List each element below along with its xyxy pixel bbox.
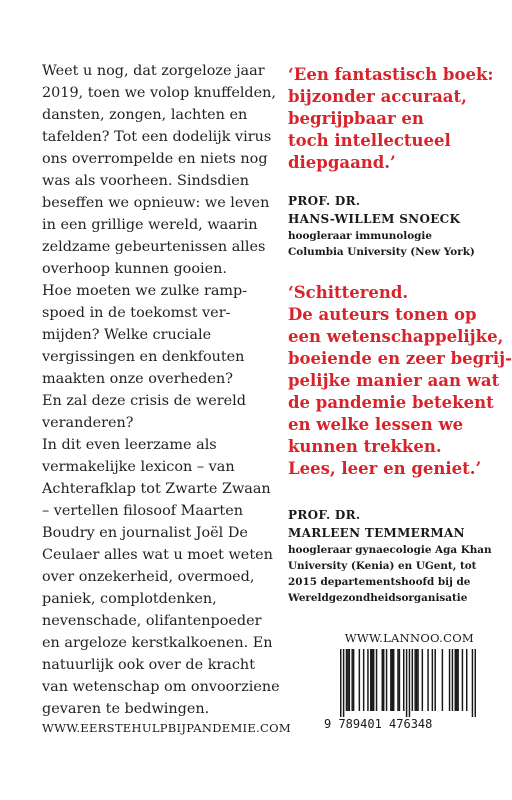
barcode-bar (397, 649, 398, 711)
barcode-bar (370, 649, 371, 711)
blurb-line: en argeloze kerstkalkoenen. En (42, 635, 273, 651)
reviewer-2-attribution (288, 506, 492, 606)
barcode-bar (434, 649, 435, 711)
quote-line: de pandemie betekent (288, 393, 494, 412)
barcode-bar (416, 649, 417, 711)
barcode-bar (475, 649, 476, 717)
barcode-bar (456, 649, 457, 711)
quote-line: diepgaand.’ (288, 153, 396, 172)
blurb-line: dansten, zongen, lachten en (42, 107, 248, 123)
blurb-line: overhoop kunnen gooien. (42, 261, 227, 277)
quote-line: een wetenschappelijke, (288, 327, 504, 346)
barcode-bar (382, 649, 383, 711)
reviewer-name: PROF. DR. (288, 194, 361, 208)
barcode-bar (417, 649, 418, 711)
barcode-bar (367, 649, 368, 711)
review-quote-1 (288, 64, 493, 174)
barcode-bar (386, 649, 387, 711)
reviewer-role: University (Kenia) en UGent, tot (288, 560, 477, 572)
blurb-line: Achterafklap tot Zwarte Zwaan (42, 481, 271, 497)
blurb-line: beseffen we opnieuw: we leven (42, 195, 270, 211)
barcode-bar (403, 649, 404, 711)
barcode-bar (406, 649, 407, 717)
blurb-line: natuurlijk ook over de kracht (42, 657, 255, 673)
barcode-bar (414, 649, 415, 711)
blurb-line: Weet u nog, dat zorgeloze jaar (42, 63, 265, 79)
barcode-bar (452, 649, 453, 711)
blurb-line: zeldzame gebeurtenissen alles (42, 239, 266, 255)
barcode-bar (340, 649, 341, 717)
barcode-graphic (340, 649, 476, 717)
blurb-line: vermakelijke lexicon – van (42, 459, 235, 475)
quote-line: boeiende en zeer begrij- (288, 349, 512, 368)
reviewer-role: Wereldgezondheidsorganisatie (288, 592, 468, 604)
blurb-line: En zal deze crisis de wereld (42, 393, 246, 409)
blurb-line: veranderen? (42, 415, 134, 431)
blurb-line: Boudry en journalist Joël De (42, 525, 248, 541)
barcode-bar (442, 649, 443, 711)
blurb-line: gevaren te bedwingen. (42, 701, 210, 717)
barcode-bar (347, 649, 348, 711)
quote-line: kunnen trekken. (288, 437, 442, 456)
barcode-bar (390, 649, 391, 711)
barcode-bar (349, 649, 350, 711)
blurb-line: tafelden? Tot een dodelijk virus (42, 129, 272, 145)
barcode-bar (455, 649, 456, 711)
barcode-bar (371, 649, 372, 711)
barcode-bar (457, 649, 458, 711)
quote-line: Lees, leer en geniet.’ (288, 459, 482, 478)
blurb-line: maakten onze overheden? (42, 371, 233, 387)
reviewer-name: PROF. DR. (288, 508, 361, 522)
reviewer-1-attribution (288, 192, 475, 260)
blurb-line: in een grillige wereld, waarin (42, 217, 258, 233)
reviewer-name: MARLEEN TEMMERMAN (288, 526, 465, 540)
back-cover-blurb (42, 60, 280, 720)
barcode-bar (449, 649, 450, 711)
barcode-bar (472, 649, 473, 717)
blurb-line: nevenschade, olifantenpoeder (42, 613, 262, 629)
isbn-barcode (340, 649, 476, 717)
blurb-line: van wetenschap om onvoorziene (42, 679, 280, 695)
barcode-bar (412, 649, 413, 711)
blurb-line: spoed in de toekomst ver- (42, 305, 231, 321)
barcode-bar (399, 649, 400, 711)
blurb-line: was als voorheen. Sindsdien (42, 173, 249, 189)
barcode-bar (432, 649, 433, 711)
reviewer-role: Columbia University (New York) (288, 246, 475, 258)
reviewer-role: hoogleraar immunologie (288, 230, 432, 242)
blurb-line: Hoe moeten we zulke ramp- (42, 283, 248, 299)
publisher-website[interactable]: WWW.LANNOO.COM (344, 631, 474, 645)
blurb-line: – vertellen filosoof Maarten (42, 503, 243, 519)
barcode-bar (363, 649, 364, 711)
barcode-bar (422, 649, 423, 711)
book-website[interactable]: WWW.EERSTEHULPBIJPANDEMIE.COM (42, 721, 291, 735)
quote-line: ‘Een fantastisch boek: (288, 65, 494, 84)
quote-line: begrijpbaar en (288, 109, 424, 128)
quote-line: bijzonder accuraat, (288, 87, 467, 106)
barcode-bar (346, 649, 347, 711)
blurb-line: ons overrompelde en niets nog (42, 151, 268, 167)
blurb-line: paniek, complotdenken, (42, 591, 217, 607)
reviewer-role: 2015 departementshoofd bij de (288, 576, 471, 588)
barcode-bar (466, 649, 467, 711)
barcode-bar (409, 649, 410, 717)
review-quote-2 (288, 282, 512, 480)
blurb-line: Ceulaer alles wat u moet weten (42, 547, 273, 563)
barcode-bar (392, 649, 393, 711)
barcode-bar (462, 649, 463, 711)
blurb-line: mijden? Welke cruciale (42, 327, 212, 343)
barcode-bar (373, 649, 374, 711)
barcode-bar (359, 649, 360, 711)
blurb-line: In dit even leerzame als (42, 437, 217, 453)
barcode-bar (343, 649, 344, 717)
isbn-number: 9 789401 476348 (324, 717, 433, 731)
blurb-line: 2019, toen we volop knuffelden, (42, 85, 277, 101)
barcode-bar (393, 649, 394, 711)
quote-line: pelijke manier aan wat (288, 371, 500, 390)
quote-line: ‘Schitterend. (288, 283, 409, 302)
barcode-bar (351, 649, 352, 711)
barcode-bar (353, 649, 354, 711)
barcode-bar (376, 649, 377, 711)
blurb-line: over onzekerheid, overmoed, (42, 569, 255, 585)
quote-line: en welke lessen we (288, 415, 464, 434)
quote-line: toch intellectueel (288, 131, 451, 150)
reviewer-role: hoogleraar gynaecologie Aga Khan (288, 544, 492, 556)
barcode-bar (383, 649, 384, 711)
barcode-bar (427, 649, 428, 711)
blurb-line: vergissingen en denkfouten (42, 349, 245, 365)
quote-line: De auteurs tonen op (288, 305, 477, 324)
reviewer-name: HANS-WILLEM SNOECK (288, 212, 461, 226)
